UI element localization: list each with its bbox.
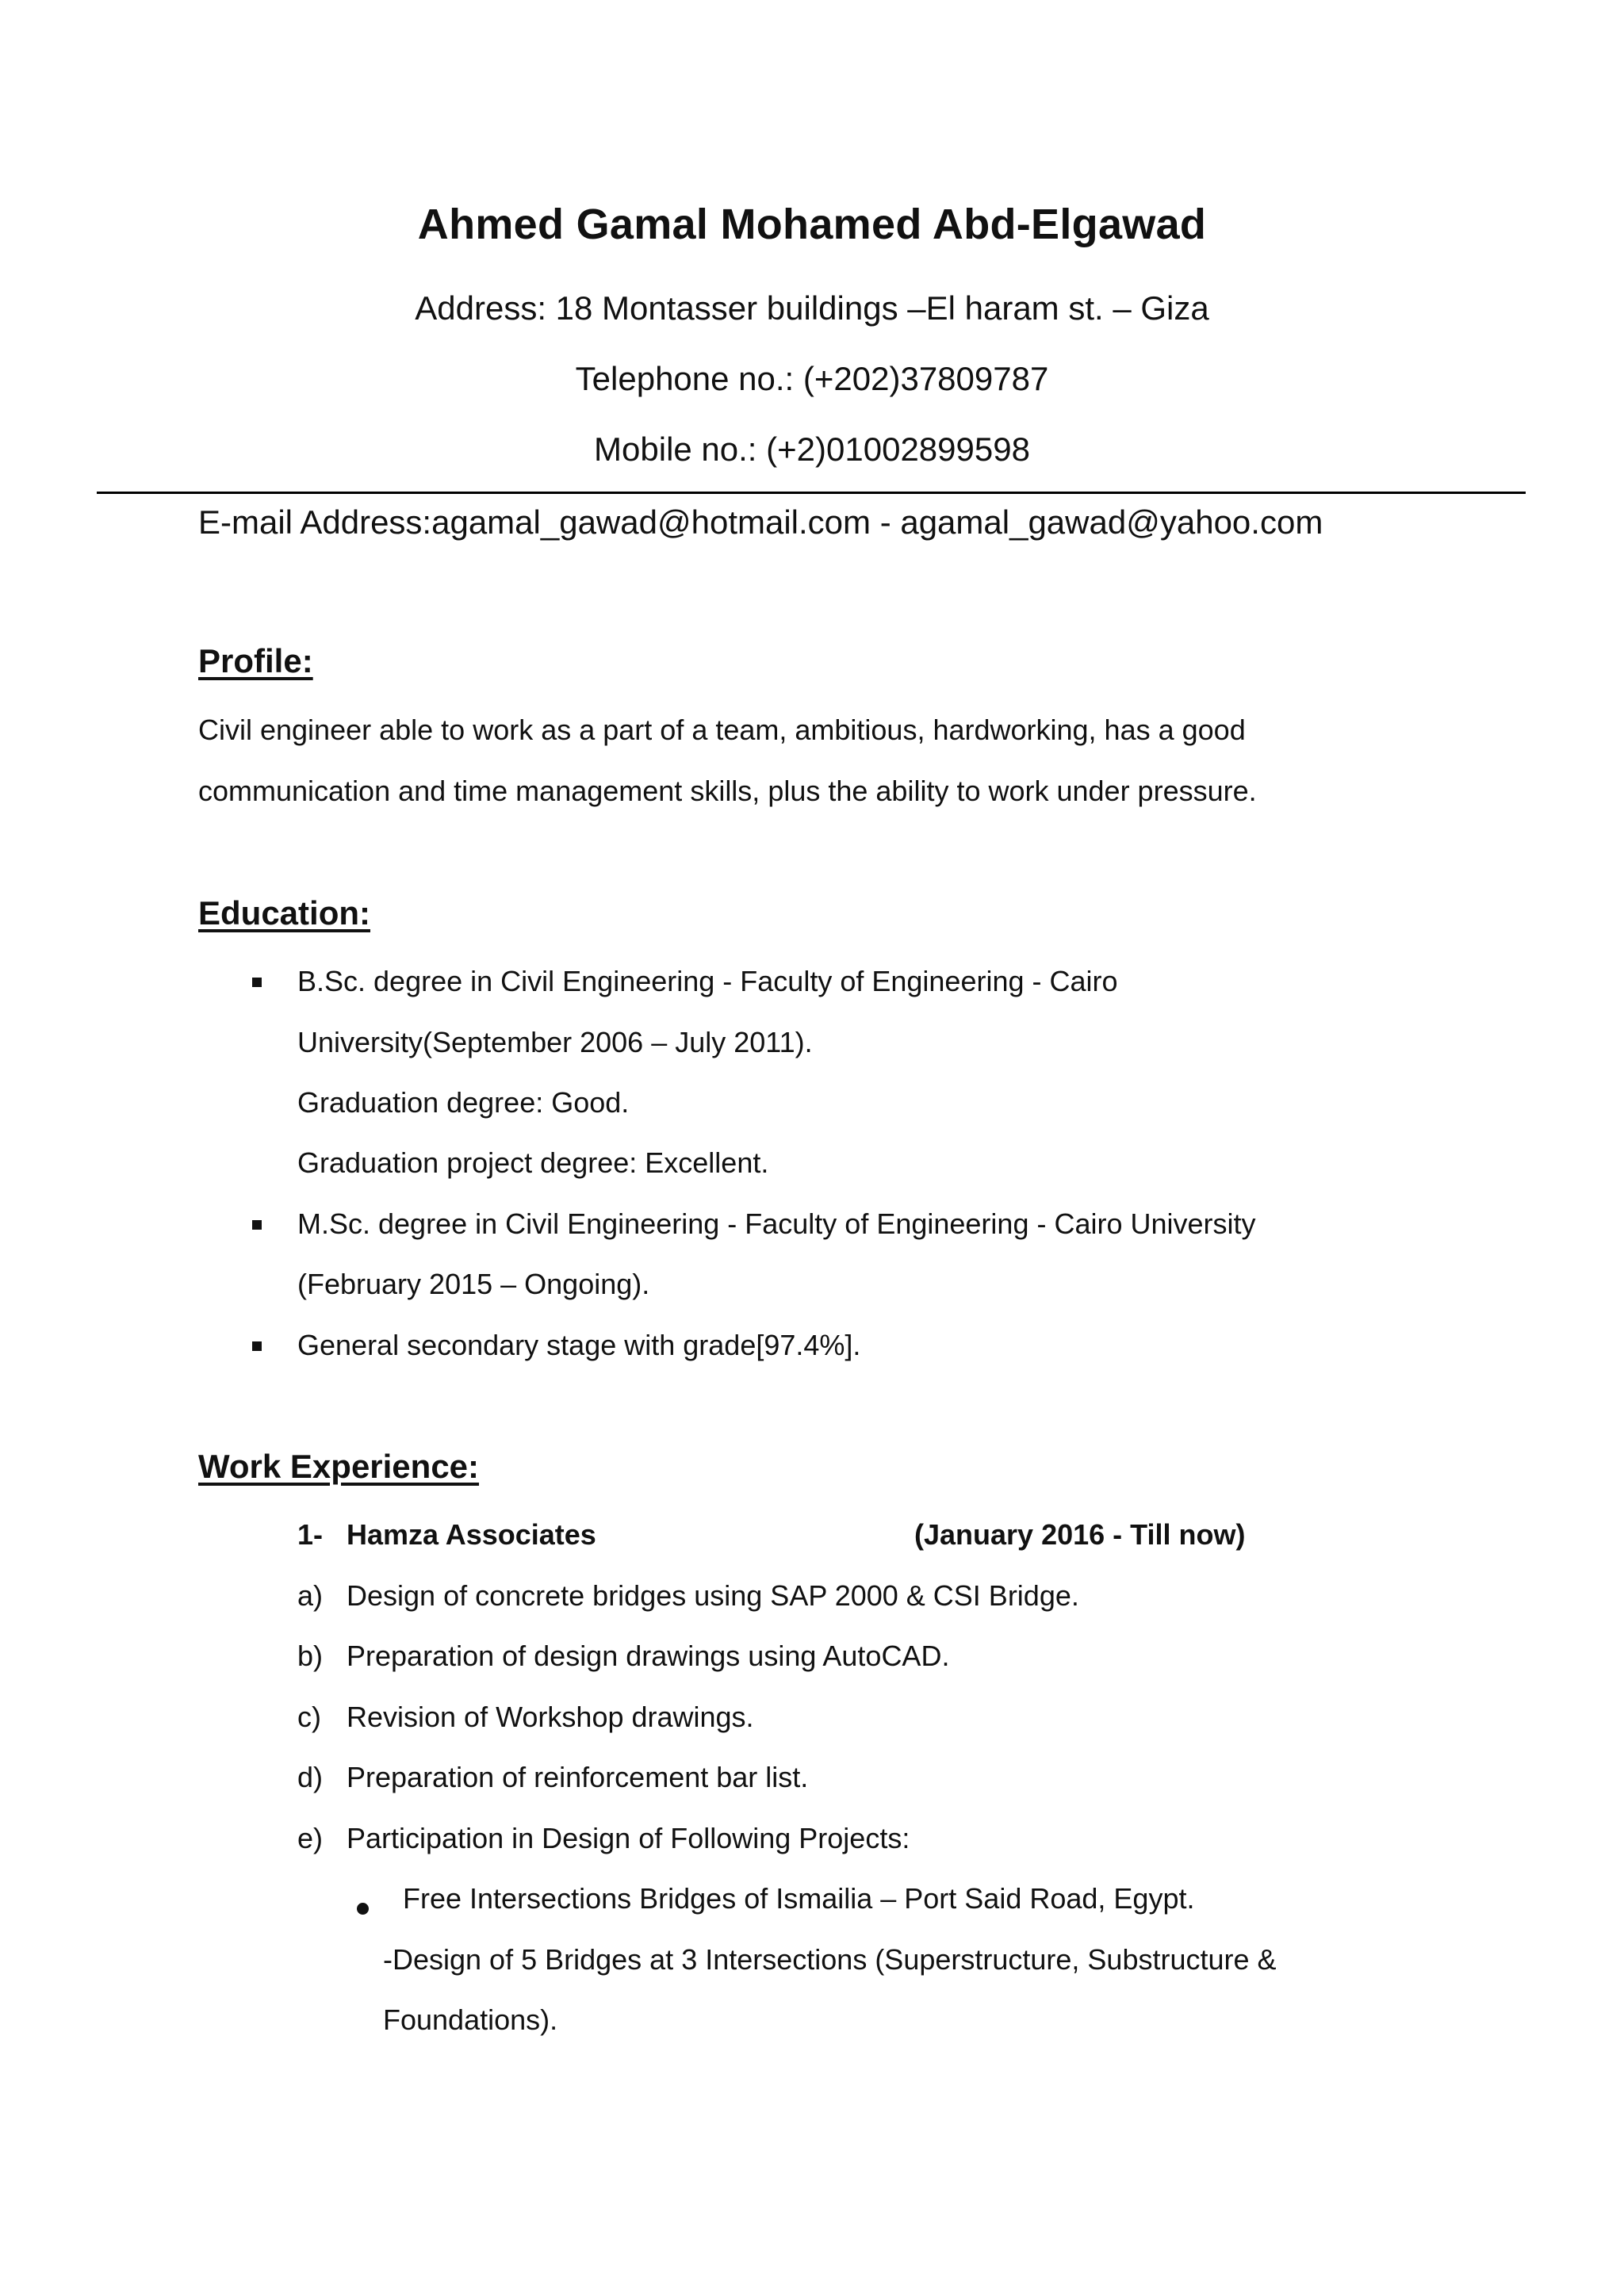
round-bullet-icon bbox=[357, 1903, 369, 1915]
task-text: Revision of Workshop drawings. bbox=[347, 1701, 754, 1733]
mobile-line: Mobile no.: (+2)01002899598 bbox=[594, 430, 1030, 468]
header-divider bbox=[97, 492, 1526, 494]
task-marker: e) bbox=[297, 1822, 324, 1854]
task-marker: d) bbox=[297, 1761, 324, 1793]
job-period: (January 2016 - Till now) bbox=[914, 1518, 1246, 1551]
education-line: M.Sc. degree in Civil Engineering - Faculty of Engineering - Cairo University bbox=[297, 1207, 1256, 1240]
work-experience-heading: Work Experience: bbox=[198, 1448, 480, 1485]
education-line: B.Sc. degree in Civil Engineering - Faculty of Engineering - Cairo bbox=[297, 965, 1118, 997]
education-line: Graduation project degree: Excellent. bbox=[297, 1146, 769, 1179]
task-text: Preparation of reinforcement bar list. bbox=[347, 1761, 809, 1793]
square-bullet-icon bbox=[252, 1220, 262, 1230]
square-bullet-icon bbox=[252, 1341, 262, 1351]
task-text: Design of concrete bridges using SAP 2000 & CSI Bridge. bbox=[347, 1579, 1079, 1612]
education-line: University(September 2006 – July 2011). bbox=[297, 1026, 813, 1058]
task-text: Participation in Design of Following Projects: bbox=[347, 1822, 910, 1854]
candidate-name: Ahmed Gamal Mohamed Abd-Elgawad bbox=[417, 201, 1207, 248]
education-line: (February 2015 – Ongoing). bbox=[297, 1268, 650, 1300]
task-marker: b) bbox=[297, 1640, 324, 1672]
task-marker: c) bbox=[297, 1701, 321, 1733]
education-heading: Education: bbox=[198, 894, 370, 932]
task-text: Preparation of design drawings using AutoCAD. bbox=[347, 1640, 950, 1672]
profile-line: Civil engineer able to work as a part of a team, ambitious, hardworking, has a good bbox=[198, 714, 1246, 746]
profile-heading: Profile: bbox=[198, 642, 313, 679]
project-title: Free Intersections Bridges of Ismailia – Port Said Road, Egypt. bbox=[403, 1882, 1195, 1915]
telephone-line: Telephone no.: (+202)37809787 bbox=[575, 360, 1049, 397]
education-line: General secondary stage with grade[97.4%]. bbox=[297, 1329, 861, 1361]
education-line: Graduation degree: Good. bbox=[297, 1086, 630, 1119]
address-line: Address: 18 Montasser buildings –El haram st. – Giza bbox=[415, 289, 1209, 327]
square-bullet-icon bbox=[252, 978, 262, 987]
profile-line: communication and time management skills, plus the ability to work under pressure. bbox=[198, 775, 1257, 807]
task-marker: a) bbox=[297, 1579, 324, 1612]
project-detail: -Design of 5 Bridges at 3 Intersections (Superstructure, Substructure & bbox=[383, 1943, 1277, 1976]
job-number: 1- bbox=[297, 1518, 324, 1551]
job-company: Hamza Associates bbox=[347, 1518, 596, 1551]
project-detail: Foundations). bbox=[383, 2003, 558, 2036]
email-line: E-mail Address:agamal_gawad@hotmail.com - agamal_gawad@yahoo.com bbox=[198, 503, 1323, 541]
